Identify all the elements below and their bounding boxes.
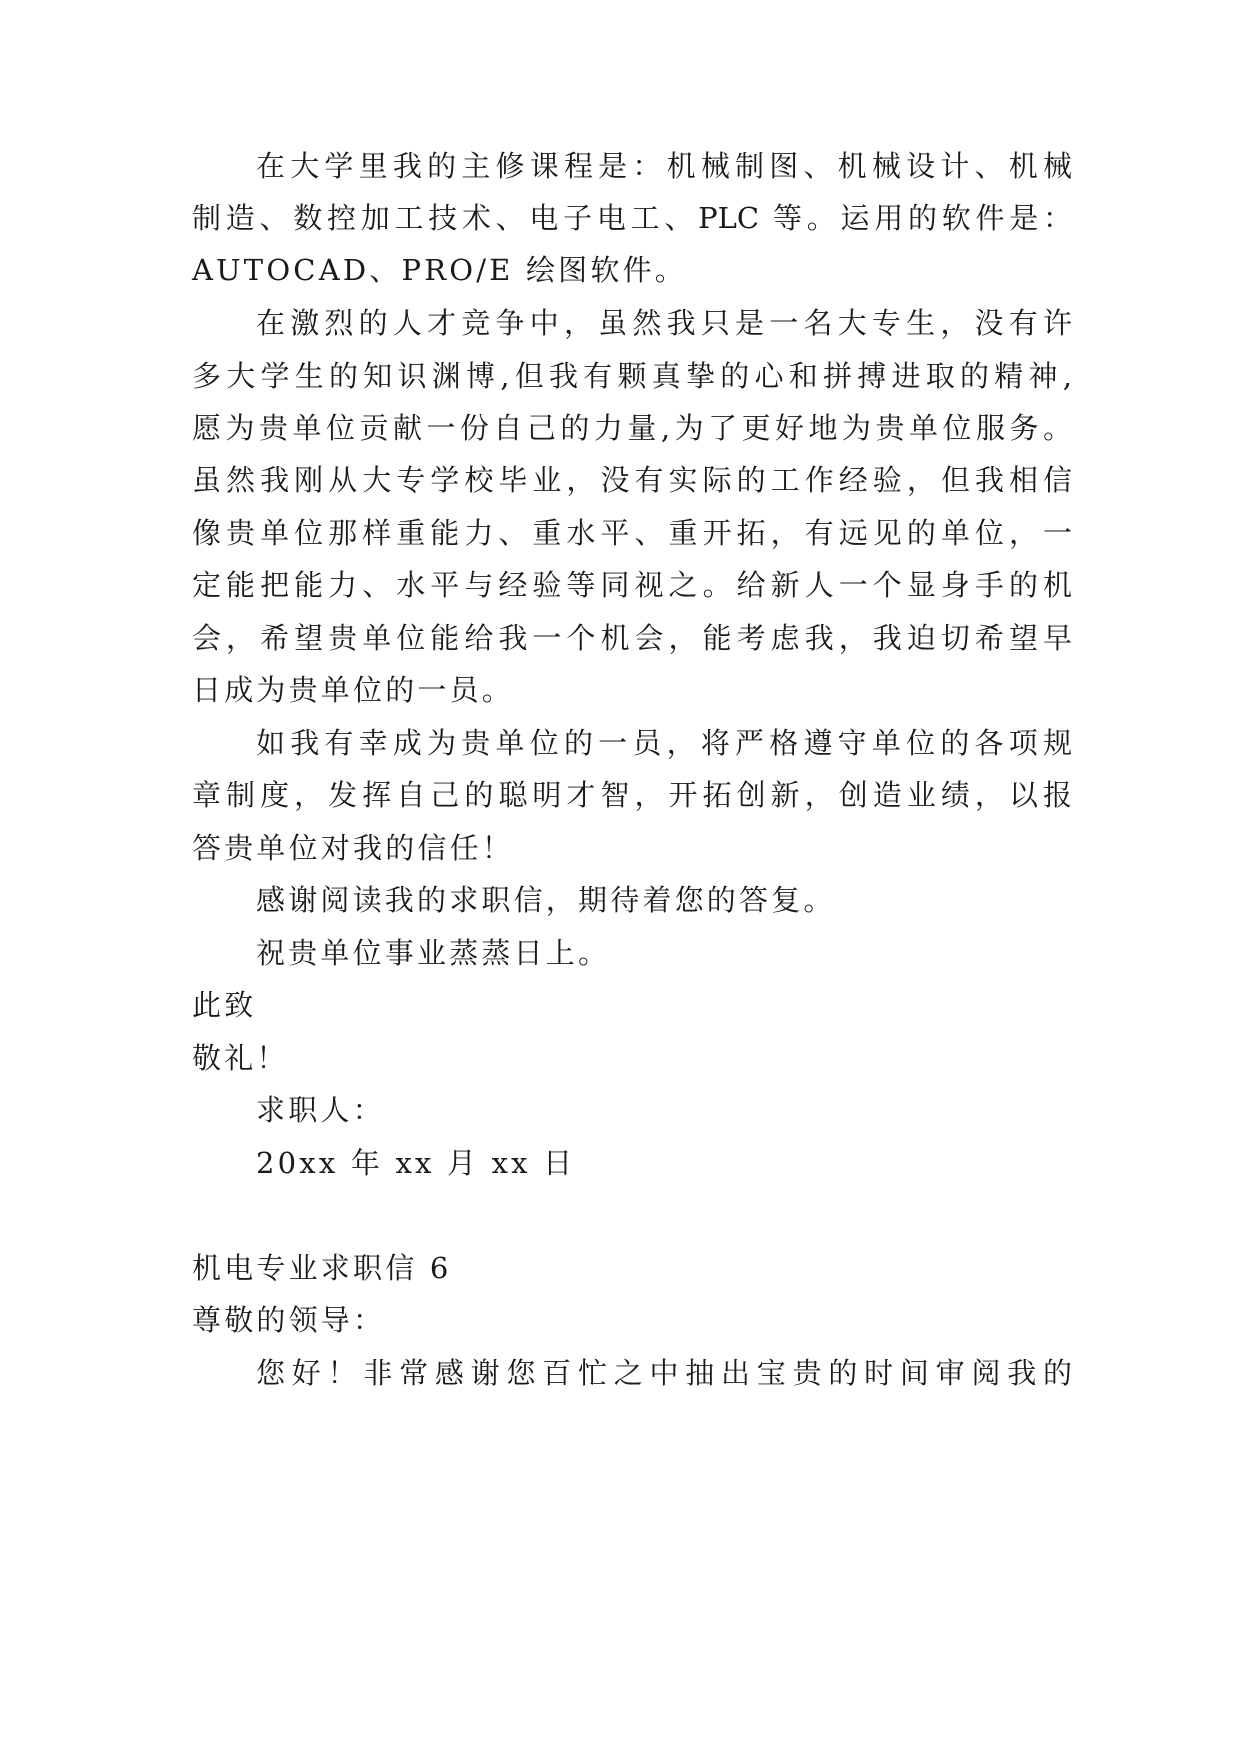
paragraph-line: 祝贵单位事业蒸蒸日上。: [256, 936, 611, 970]
paragraph-line: 日成为贵单位的一员。: [192, 673, 515, 707]
paragraph-line: AUTOCAD、PRO/E 绘图软件。: [192, 253, 687, 287]
date-line: 20xx 年 xx 月 xx 日: [256, 1146, 576, 1180]
closing-line: 此致: [192, 988, 257, 1022]
paragraph-line: 在大学里我的主修课程是：机械制图、机械设计、机械: [256, 149, 1072, 183]
paragraph-line: 多大学生的知识渊博,但我有颗真挚的心和拼搏进取的精神,: [192, 359, 1072, 393]
paragraph-line: 您好！非常感谢您百忙之中抽出宝贵的时间审阅我的: [256, 1356, 1072, 1390]
paragraph-line: 像贵单位那样重能力、重水平、重开拓，有远见的单位，一: [192, 516, 1072, 550]
paragraph-line: 章制度，发挥自己的聪明才智，开拓创新，创造业绩，以报: [192, 778, 1072, 812]
section-title: 机电专业求职信 6: [192, 1251, 452, 1285]
paragraph-line: 虽然我刚从大专学校毕业，没有实际的工作经验，但我相信: [192, 463, 1072, 497]
paragraph-line: 制造、数控加工技术、电子电工、PLC 等。运用的软件是：: [192, 201, 1072, 235]
paragraph-line: 感谢阅读我的求职信，期待着您的答复。: [256, 883, 836, 917]
paragraph-line: 如我有幸成为贵单位的一员，将严格遵守单位的各项规: [256, 726, 1072, 760]
paragraph-line: 在激烈的人才竞争中，虽然我只是一名大专生，没有许: [256, 306, 1072, 340]
paragraph-line: 会，希望贵单位能给我一个机会，能考虑我，我迫切希望早: [192, 621, 1072, 655]
paragraph-line: 定能把能力、水平与经验等同视之。给新人一个显身手的机: [192, 568, 1072, 602]
paragraph-line: 愿为贵单位贡献一份自己的力量,为了更好地为贵单位服务。: [192, 411, 1072, 445]
salutation-line: 敬礼！: [192, 1041, 289, 1075]
greeting-line: 尊敬的领导：: [192, 1303, 386, 1337]
paragraph-line: 答贵单位对我的信任！: [192, 831, 515, 865]
signature-label: 求职人：: [256, 1093, 385, 1127]
